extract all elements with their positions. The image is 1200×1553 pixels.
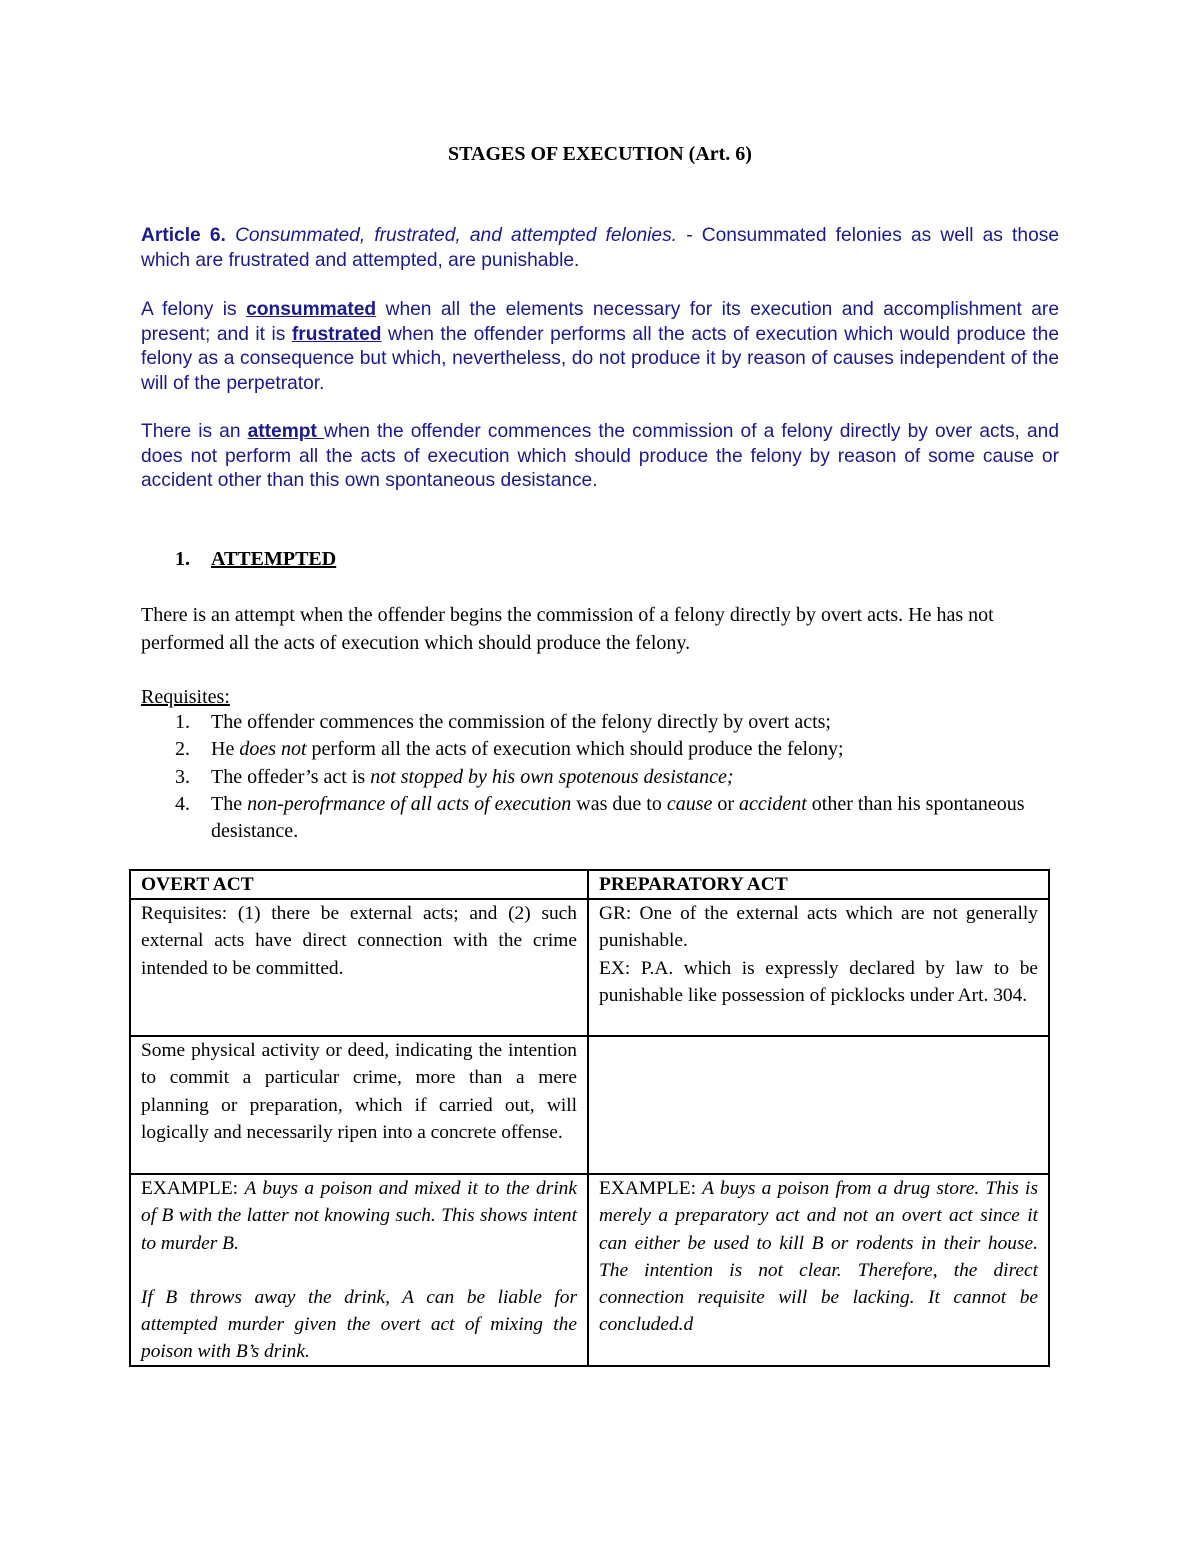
article-heading: Consummated, frustrated, and attempted felonies. [235,225,678,246]
attempt-definition-paragraph [141,420,1059,494]
example-note: If B throws away the drink, A can be liable for attempted murder given the overt act of mixing the poison with B’s drink. [141,1286,577,1363]
list-emphasis: not stopped by his own spotenous desistance; [370,765,734,788]
page-title: STAGES OF EXECUTION (Art. 6) [448,143,752,165]
term-frustrated: frustrated [291,323,382,345]
article-text: - Consummated felonies as well as those which are frustrated and attempted, are punishable. [141,225,1059,271]
gr-text: GR: One of the external acts which are not generally punishable. [599,903,1038,952]
felony-text-mid: when all the elements necessary for its execution and accomplishment are present; and it is [141,299,1059,345]
section-heading [175,548,336,571]
example-text: A buys a poison from a drug store. This is merely a preparatory act and not an overt act since it can either be used to kill B or rodents in their house. The intention is not clear. Therefore, the direct connection requisite will be lacking. It cannot be concluded.d [599,1178,1038,1336]
article-label: Article 6. [141,225,226,246]
table-row [130,1036,1049,1174]
article-6-paragraph [141,224,1059,273]
table-cell [588,899,1049,1036]
term-consummated: consummated [246,299,377,320]
table-cell [588,1036,1049,1174]
example-label: EXAMPLE: [599,1178,703,1200]
table-cell: Requisites: (1) there be external acts; and (2) such external acts have direct connection with the crime intended to be committed. [130,899,588,1036]
requisites-list [141,709,1071,845]
attempt-text-post: when the offender commences the commission of a felony directly by over acts, and does not perform all the acts of execution which should produce the felony by reason of some cause or accident other than this own spontaneous desistance. [141,421,1059,491]
list-text: other than his spontaneous desistance. [211,792,1025,843]
example-text: A buys a poison and mixed it to the drink of B with the latter not knowing such. This shows intent to murder B. [141,1178,577,1254]
attempt-text-pre: There is an [141,421,248,442]
list-number: 2. [175,738,190,761]
header-preparatory-act: PREPARATORY ACT [588,870,1049,899]
header-overt-act: OVERT ACT [130,870,588,899]
list-text: or [712,792,740,815]
list-item [141,764,1071,791]
felony-definition-paragraph [141,298,1059,396]
list-emphasis: does not [239,738,307,761]
requisites-label: Requisites: [141,686,230,708]
list-text: He [211,738,240,761]
overt-vs-preparatory-table [129,869,1050,1367]
list-text: The [211,792,248,815]
list-text: The offender commences the commission of the felony directly by overt acts; [211,711,831,733]
table-header-row [130,870,1049,899]
table-row [130,1174,1049,1366]
table-cell: Some physical activity or deed, indicating the intention to commit a particular crime, more than a mere planning or preparation, which if carried out, will logically and necessarily ripen into a concrete offense. [130,1036,588,1174]
section-title: ATTEMPTED [211,548,337,570]
felony-text-post: when the offender performs all the acts of execution which would produce the felony as a consequence but which, nevertheless, do not produce it by reason of causes independent of the will of the perpetrator. [141,323,1059,394]
list-item [141,791,1071,846]
list-number: 3. [175,765,190,788]
term-attempt: attempt [247,421,324,442]
list-item [141,709,1071,736]
table-cell [588,1174,1049,1366]
list-emphasis: cause [666,792,713,815]
list-text: The offeder’s act is [211,765,371,788]
attempt-intro-paragraph: There is an attempt when the offender begins the commission of a felony directly by overt acts. He has not performed all the acts of execution which should produce the felony. [141,604,994,654]
section-number: 1. [175,548,190,570]
list-item [141,736,1071,763]
ex-text: EX: P.A. which is expressly declared by law to be punishable like possession of picklocks under Art. 304. [599,957,1038,1006]
felony-text-pre: A felony is [141,299,247,320]
list-number: 1. [175,711,190,733]
table-cell [130,1174,588,1366]
list-number: 4. [175,792,190,815]
list-emphasis: non-perofrmance of all acts of execution [247,792,572,815]
list-emphasis: accident [739,792,807,815]
list-text: was due to [571,792,667,815]
list-text: perform all the acts of execution which should produce the felony; [306,738,844,761]
example-label: EXAMPLE: [141,1178,245,1200]
table-row [130,899,1049,1036]
